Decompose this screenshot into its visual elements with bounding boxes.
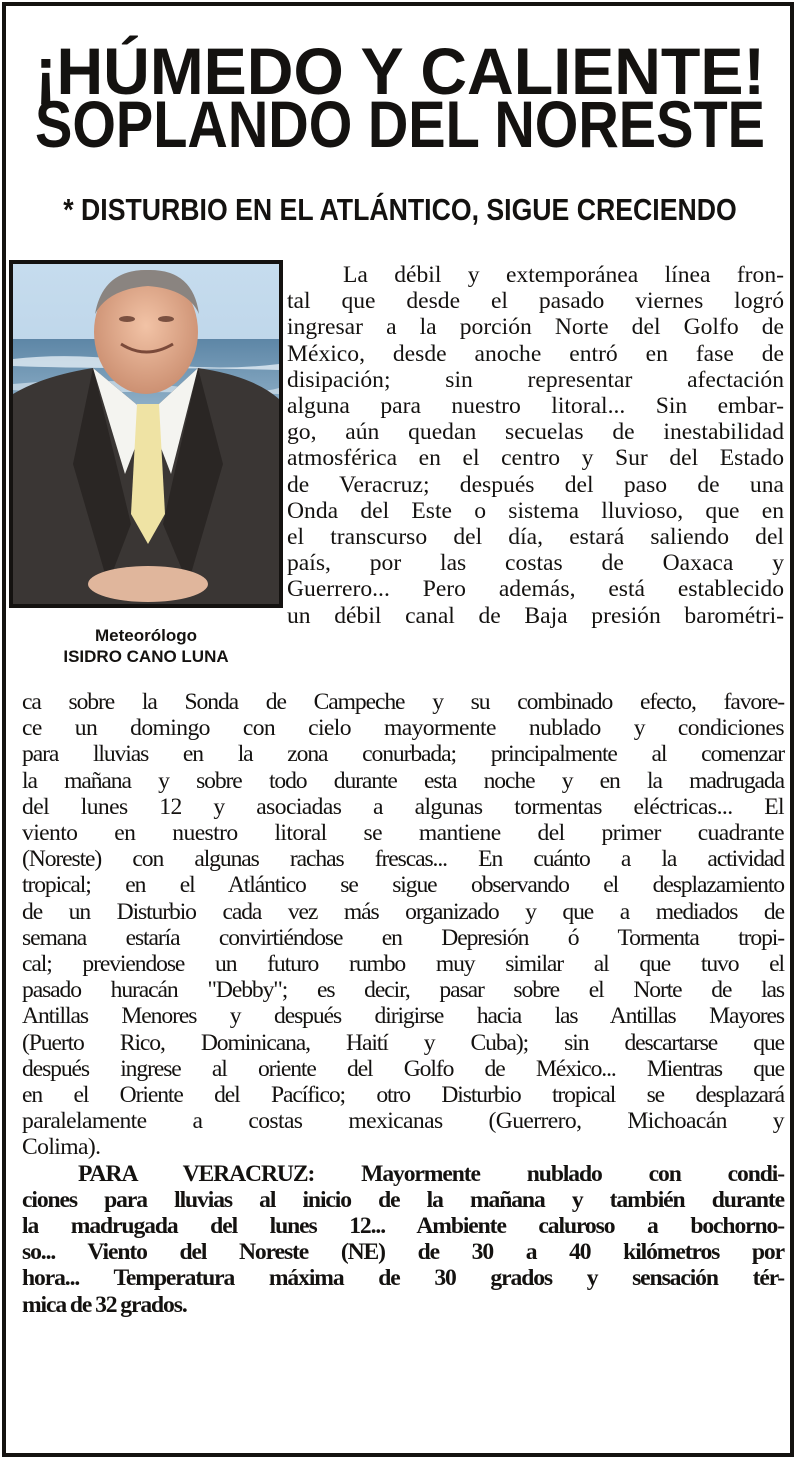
forecast-line: la madrugada del lunes 12... Ambiente caluroso a bochorno- bbox=[22, 1213, 784, 1240]
article-body-text bbox=[22, 689, 784, 1318]
text-line: un débil canal de Baja presión barométri- bbox=[287, 602, 784, 629]
text-line: alguna para nuestro litoral... Sin embar- bbox=[287, 393, 784, 420]
text-line: atmosférica en el centro y Sur del Estado bbox=[287, 445, 784, 472]
text-line: Guerrero... Pero además, está establecido bbox=[287, 576, 784, 603]
headline-line-2: SOPLANDO DEL NORESTE bbox=[34, 87, 765, 162]
forecast-line: hora... Temperatura máxima de 30 grados y sensación tér- bbox=[22, 1265, 784, 1292]
forecast-line: ciones para lluvias al inicio de la mañana y también durante bbox=[22, 1186, 784, 1213]
text-line: país, por las costas de Oaxaca y bbox=[287, 550, 784, 577]
headline-line-1: ¡HÚMEDO Y CALIENTE! bbox=[34, 34, 765, 109]
text-line: viento en nuestro litoral se mantiene del primer cuadrante bbox=[22, 820, 784, 847]
text-line: México, desde anoche entró en fase de bbox=[287, 340, 784, 367]
text-line: ce un domingo con cielo mayormente nublado y condiciones bbox=[22, 715, 784, 742]
photo-caption bbox=[9, 625, 283, 667]
text-line: Colima). bbox=[22, 1134, 101, 1161]
text-line: pasado huracán "Debby"; es decir, pasar sobre el Norte de las bbox=[22, 977, 784, 1004]
text-line: del lunes 12 y asociadas a algunas tormentas eléctricas... El bbox=[22, 793, 784, 820]
text-line: de un Disturbio cada vez más organizado y que a mediados de bbox=[22, 898, 784, 925]
forecast-line: so... Viento del Noreste (NE) de 30 a 40 kilómetros por bbox=[22, 1239, 784, 1266]
text-line: de Veracruz; después del paso de una bbox=[287, 471, 784, 498]
text-line: Onda del Este o sistema lluvioso, que en bbox=[287, 497, 784, 524]
text-line: La débil y extemporánea línea fron- bbox=[343, 262, 784, 288]
text-line: ca sobre la Sonda de Campeche y su combinado efecto, favore- bbox=[22, 689, 784, 715]
text-line: para lluvias en la zona conurbada; principalmente al comenzar bbox=[22, 741, 784, 768]
text-line: semana estaría convirtiéndose en Depresión ó Tormenta tropi- bbox=[22, 924, 784, 951]
text-line: cal; previendose un futuro rumbo muy similar al que tuvo el bbox=[22, 951, 784, 978]
text-line: después ingrese al oriente del Golfo de México... Mientras que bbox=[22, 1055, 784, 1082]
text-line: (Noreste) con algunas rachas frescas... En cuánto a la actividad bbox=[22, 846, 784, 873]
author-photo bbox=[9, 260, 283, 608]
text-line: tal que desde el pasado viernes logró bbox=[287, 288, 784, 315]
forecast-line: PARA VERACRUZ: Mayormente nublado con condi- bbox=[78, 1160, 784, 1187]
text-line: Antillas Menores y después dirigirse hacia las Antillas Mayores bbox=[22, 1003, 784, 1030]
text-line: tropical; en el Atlántico se sigue observando el desplazamiento bbox=[22, 872, 784, 899]
subheadline: * DISTURBIO EN EL ATLÁNTICO, SIGUE CRECIENDO bbox=[63, 192, 737, 227]
caption-name: ISIDRO CANO LUNA bbox=[63, 647, 229, 666]
text-line: (Puerto Rico, Dominicana, Haití y Cuba); sin descartarse que bbox=[22, 1029, 784, 1056]
text-line: disipación; sin representar afectación bbox=[287, 366, 784, 393]
text-line: en el Oriente del Pacífico; otro Disturbio tropical se desplazará bbox=[22, 1082, 784, 1109]
article-column-text bbox=[287, 262, 784, 629]
caption-role: Meteorólogo bbox=[95, 626, 197, 645]
forecast-line: mica de 32 grados. bbox=[22, 1291, 187, 1318]
text-line: ingresar a la porción Norte del Golfo de bbox=[287, 314, 784, 341]
portrait-image bbox=[13, 264, 279, 604]
text-line: go, aún quedan secuelas de inestabilidad bbox=[287, 419, 784, 446]
text-line: paralelamente a costas mexicanas (Guerrero, Michoacán y bbox=[22, 1108, 784, 1135]
text-line: la mañana y sobre todo durante esta noche y en la madrugada bbox=[22, 767, 784, 794]
text-line: el transcurso del día, estará saliendo del bbox=[287, 524, 784, 551]
